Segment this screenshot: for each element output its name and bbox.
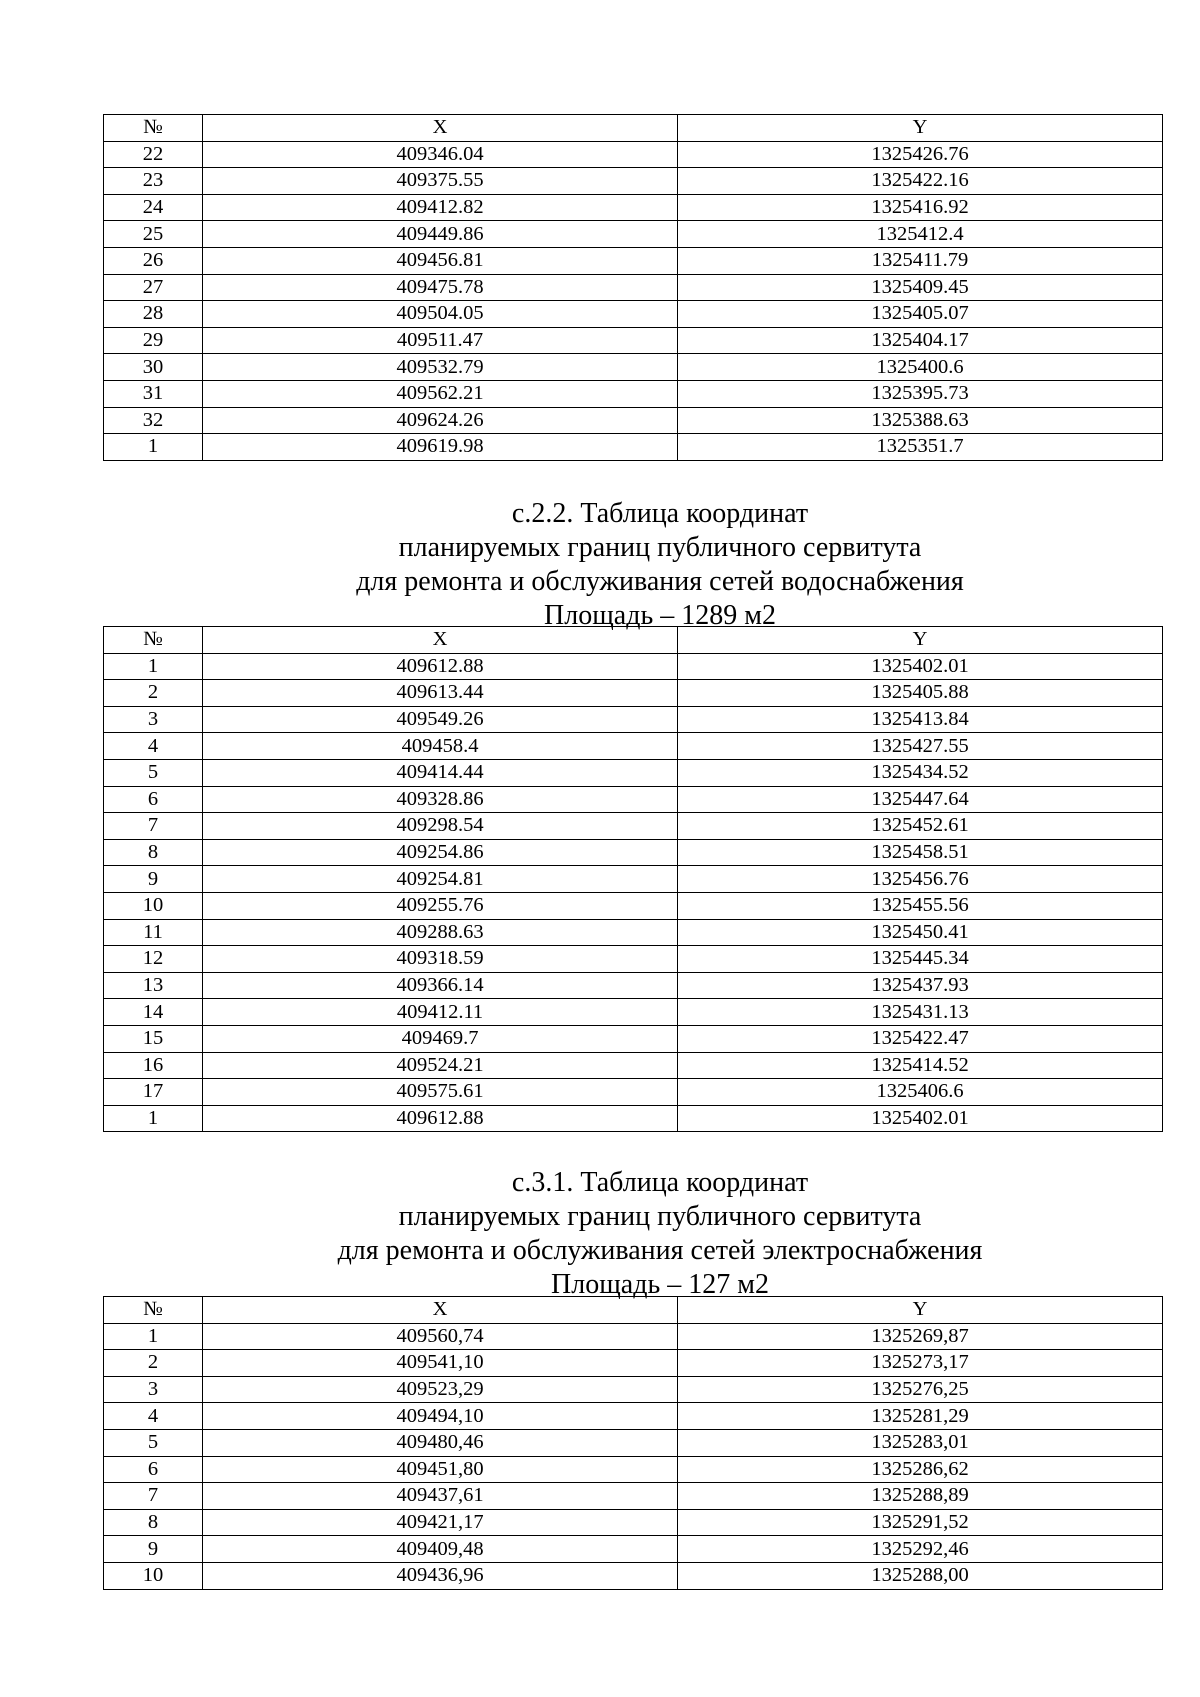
cell-x: 409366.14	[203, 972, 678, 999]
cell-x: 409458.4	[203, 733, 678, 760]
cell-x: 409412.11	[203, 999, 678, 1026]
table-row	[104, 972, 1163, 999]
cell-num: 30	[104, 354, 203, 381]
cell-x: 409375.55	[203, 168, 678, 195]
cell-y: 1325426.76	[678, 141, 1163, 168]
cell-y: 1325405.88	[678, 680, 1163, 707]
cell-num: 4	[104, 733, 203, 760]
cell-y: 1325292,46	[678, 1536, 1163, 1563]
cell-x: 409298.54	[203, 813, 678, 840]
cell-y: 1325450.41	[678, 919, 1163, 946]
table-row	[104, 1052, 1163, 1079]
section-3-heading	[0, 1166, 1200, 1302]
table-row	[104, 919, 1163, 946]
cell-y: 1325395.73	[678, 380, 1163, 407]
table-row	[104, 1403, 1163, 1430]
cell-num: 10	[104, 1562, 203, 1589]
cell-x: 409318.59	[203, 946, 678, 973]
table-row	[104, 892, 1163, 919]
table-row	[104, 141, 1163, 168]
cell-y: 1325452.61	[678, 813, 1163, 840]
cell-y: 1325431.13	[678, 999, 1163, 1026]
cell-num: 4	[104, 1403, 203, 1430]
cell-num: 17	[104, 1079, 203, 1106]
table-row	[104, 327, 1163, 354]
table-row	[104, 354, 1163, 381]
cell-y: 1325402.01	[678, 1105, 1163, 1132]
table-row	[104, 407, 1163, 434]
cell-x: 409412.82	[203, 194, 678, 221]
table-row	[104, 1025, 1163, 1052]
cell-num: 25	[104, 221, 203, 248]
cell-x: 409575.61	[203, 1079, 678, 1106]
table-row	[104, 274, 1163, 301]
cell-num: 24	[104, 194, 203, 221]
cell-num: 28	[104, 301, 203, 328]
cell-num: 7	[104, 813, 203, 840]
cell-x: 409254.86	[203, 839, 678, 866]
cell-y: 1325413.84	[678, 706, 1163, 733]
cell-num: 31	[104, 380, 203, 407]
column-header-y: Y	[678, 115, 1163, 142]
cell-num: 23	[104, 168, 203, 195]
cell-y: 1325455.56	[678, 892, 1163, 919]
cell-num: 27	[104, 274, 203, 301]
table-row	[104, 706, 1163, 733]
table-row	[104, 1456, 1163, 1483]
cell-x: 409414.44	[203, 759, 678, 786]
cell-num: 15	[104, 1025, 203, 1052]
table-row	[104, 946, 1163, 973]
table-row	[104, 1562, 1163, 1589]
cell-x: 409288.63	[203, 919, 678, 946]
cell-x: 409254.81	[203, 866, 678, 893]
table-row	[104, 813, 1163, 840]
table-row	[104, 1323, 1163, 1350]
cell-y: 1325291,52	[678, 1509, 1163, 1536]
cell-y: 1325416.92	[678, 194, 1163, 221]
table-row	[104, 866, 1163, 893]
cell-x: 409475.78	[203, 274, 678, 301]
column-header-x: X	[203, 115, 678, 142]
cell-num: 1	[104, 1323, 203, 1350]
cell-x: 409480,46	[203, 1429, 678, 1456]
cell-y: 1325404.17	[678, 327, 1163, 354]
cell-x: 409469.7	[203, 1025, 678, 1052]
cell-x: 409504.05	[203, 301, 678, 328]
section-3-title: с.3.1. Таблица координат	[511, 1167, 809, 1198]
cell-num: 16	[104, 1052, 203, 1079]
table-row	[104, 786, 1163, 813]
cell-y: 1325283,01	[678, 1429, 1163, 1456]
cell-y: 1325269,87	[678, 1323, 1163, 1350]
cell-x: 409541,10	[203, 1350, 678, 1377]
cell-num: 3	[104, 706, 203, 733]
cell-num: 14	[104, 999, 203, 1026]
cell-num: 11	[104, 919, 203, 946]
section-2-heading	[0, 497, 1200, 633]
cell-num: 8	[104, 839, 203, 866]
table-row	[104, 839, 1163, 866]
cell-num: 10	[104, 892, 203, 919]
cell-y: 1325276,25	[678, 1376, 1163, 1403]
cell-num: 6	[104, 786, 203, 813]
section-3-subtitle: планируемых границ публичного сервитута	[398, 1201, 922, 1232]
cell-x: 409449.86	[203, 221, 678, 248]
coordinates-table-2	[103, 626, 1163, 1132]
table-row	[104, 247, 1163, 274]
column-header-x: X	[203, 627, 678, 654]
cell-x: 409494,10	[203, 1403, 678, 1430]
cell-x: 409549.26	[203, 706, 678, 733]
table-row	[104, 680, 1163, 707]
table-row	[104, 1483, 1163, 1510]
cell-num: 1	[104, 1105, 203, 1132]
cell-num: 1	[104, 434, 203, 461]
cell-y: 1325281,29	[678, 1403, 1163, 1430]
section-2-purpose: для ремонта и обслуживания сетей водоснабжения	[356, 566, 964, 597]
cell-y: 1325411.79	[678, 247, 1163, 274]
cell-x: 409532.79	[203, 354, 678, 381]
column-header-y: Y	[678, 627, 1163, 654]
cell-y: 1325388.63	[678, 407, 1163, 434]
cell-y: 1325351.7	[678, 434, 1163, 461]
cell-x: 409409,48	[203, 1536, 678, 1563]
cell-num: 1	[104, 653, 203, 680]
column-header-num: №	[104, 115, 203, 142]
cell-y: 1325273,17	[678, 1350, 1163, 1377]
cell-x: 409524.21	[203, 1052, 678, 1079]
cell-x: 409560,74	[203, 1323, 678, 1350]
cell-num: 5	[104, 1429, 203, 1456]
column-header-num: №	[104, 627, 203, 654]
cell-num: 7	[104, 1483, 203, 1510]
cell-num: 6	[104, 1456, 203, 1483]
cell-x: 409328.86	[203, 786, 678, 813]
cell-x: 409624.26	[203, 407, 678, 434]
cell-x: 409612.88	[203, 653, 678, 680]
cell-num: 8	[104, 1509, 203, 1536]
section-3-purpose: для ремонта и обслуживания сетей электроснабжения	[337, 1235, 983, 1266]
cell-num: 22	[104, 141, 203, 168]
cell-x: 409255.76	[203, 892, 678, 919]
coordinates-table-3	[103, 1296, 1163, 1590]
table-row	[104, 1350, 1163, 1377]
section-2-area: Площадь – 1289 м2	[544, 600, 776, 631]
cell-num: 29	[104, 327, 203, 354]
cell-y: 1325434.52	[678, 759, 1163, 786]
table-row	[104, 168, 1163, 195]
section-2-title: с.2.2. Таблица координат	[511, 498, 809, 529]
table-row	[104, 1105, 1163, 1132]
cell-y: 1325437.93	[678, 972, 1163, 999]
table-row	[104, 1376, 1163, 1403]
table-row	[104, 759, 1163, 786]
cell-y: 1325456.76	[678, 866, 1163, 893]
cell-y: 1325400.6	[678, 354, 1163, 381]
cell-y: 1325402.01	[678, 653, 1163, 680]
coordinates-table-1	[103, 114, 1163, 461]
cell-num: 2	[104, 680, 203, 707]
cell-y: 1325406.6	[678, 1079, 1163, 1106]
table-row	[104, 1509, 1163, 1536]
cell-y: 1325447.64	[678, 786, 1163, 813]
cell-y: 1325288,00	[678, 1562, 1163, 1589]
cell-num: 2	[104, 1350, 203, 1377]
section-2-subtitle: планируемых границ публичного сервитута	[398, 532, 922, 563]
column-header-x: X	[203, 1297, 678, 1324]
table-row	[104, 434, 1163, 461]
cell-x: 409346.04	[203, 141, 678, 168]
table-row	[104, 1079, 1163, 1106]
table-header-row	[104, 115, 1163, 142]
cell-x: 409436,96	[203, 1562, 678, 1589]
cell-num: 32	[104, 407, 203, 434]
cell-x: 409451,80	[203, 1456, 678, 1483]
cell-x: 409421,17	[203, 1509, 678, 1536]
cell-x: 409437,61	[203, 1483, 678, 1510]
cell-y: 1325422.16	[678, 168, 1163, 195]
cell-y: 1325414.52	[678, 1052, 1163, 1079]
column-header-num: №	[104, 1297, 203, 1324]
cell-y: 1325422.47	[678, 1025, 1163, 1052]
cell-num: 3	[104, 1376, 203, 1403]
table-row	[104, 301, 1163, 328]
column-header-y: Y	[678, 1297, 1163, 1324]
cell-x: 409613.44	[203, 680, 678, 707]
table-row	[104, 733, 1163, 760]
table-header-row	[104, 627, 1163, 654]
cell-y: 1325445.34	[678, 946, 1163, 973]
cell-num: 5	[104, 759, 203, 786]
cell-x: 409511.47	[203, 327, 678, 354]
table-row	[104, 380, 1163, 407]
cell-num: 12	[104, 946, 203, 973]
cell-num: 9	[104, 866, 203, 893]
cell-x: 409562.21	[203, 380, 678, 407]
cell-y: 1325458.51	[678, 839, 1163, 866]
table-row	[104, 194, 1163, 221]
table-row	[104, 653, 1163, 680]
table-row	[104, 221, 1163, 248]
cell-y: 1325405.07	[678, 301, 1163, 328]
cell-y: 1325409.45	[678, 274, 1163, 301]
section-3-area: Площадь – 127 м2	[551, 1269, 769, 1300]
cell-x: 409523,29	[203, 1376, 678, 1403]
table-row	[104, 1536, 1163, 1563]
cell-num: 9	[104, 1536, 203, 1563]
table-header-row	[104, 1297, 1163, 1324]
cell-x: 409619.98	[203, 434, 678, 461]
cell-x: 409456.81	[203, 247, 678, 274]
table-row	[104, 1429, 1163, 1456]
cell-y: 1325288,89	[678, 1483, 1163, 1510]
cell-num: 13	[104, 972, 203, 999]
cell-x: 409612.88	[203, 1105, 678, 1132]
cell-y: 1325412.4	[678, 221, 1163, 248]
cell-num: 26	[104, 247, 203, 274]
cell-y: 1325427.55	[678, 733, 1163, 760]
table-row	[104, 999, 1163, 1026]
cell-y: 1325286,62	[678, 1456, 1163, 1483]
